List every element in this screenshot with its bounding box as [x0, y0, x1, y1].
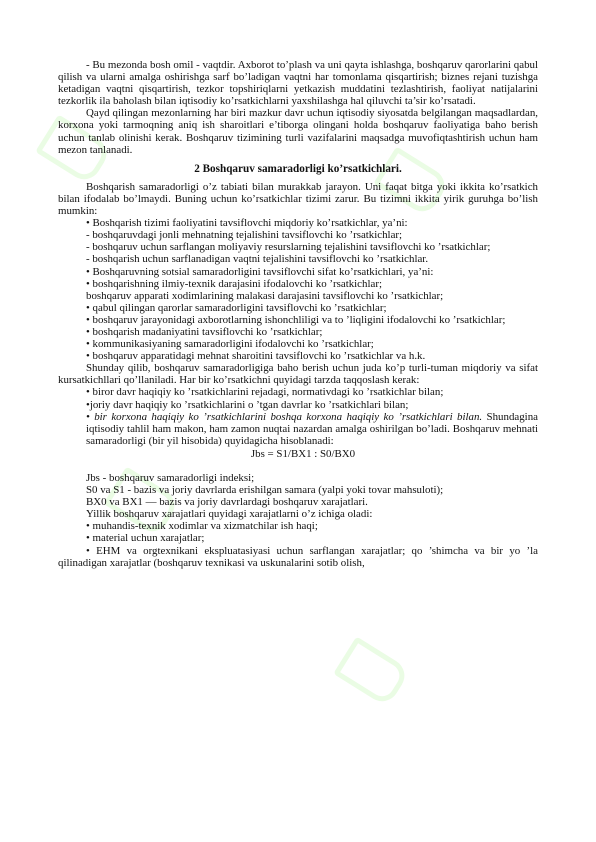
- list-item: • material uchun xarajatlar;: [86, 532, 205, 545]
- list-item: • muhandis-texnik xodimlar va xizmatchilar ish haqi;: [86, 520, 318, 533]
- list-item: • Boshqaruvning sotsial samaradorligini tavsiflovchi sifat ko’rsatkichlari, ya’ni:: [86, 265, 434, 278]
- definition: S0 va S1 - bazis va joriy davrlarda erishilgan samara (yalpi yoki tovar mahsuloti);: [86, 484, 444, 497]
- paragraph: Qayd qilingan mezonlarning har biri mazkur davr uchun iqtisodiy siyosatda belgilangan maqsadlardan, korxona yoki tarmoqning aniq ish sharoitlari e’tiborga olingani holda boshqaruv faoliyatiga baho berish uchun tanlab olinishi kerak. Boshqaruv tizimining turli vazifalarini maqsadga muvofiqtashtirish uchun ham mezon tanlanadi.: [58, 107, 538, 156]
- paragraph: - Bu mezonda bosh omil - vaqtdir. Axborot to’plash va uni qayta ishlashga, boshqaruv qarorlarini qabul qilish va ularni amalga oshirishga sarf bo’ladigan vaqtni har tomonlama qisqartirish; biznes rejani tuzishga ketadigan vaqtni qisqartirish, tezkor topshiriqlarni yetkazish muddatini tezlashtirish, faoliyat natijalarini tezkorlik ila baholash bilan iqtisodiy ko’rsatkichlarni yaxshilashga hal qiluvchi ta’sir ko’rsatadi.: [58, 59, 538, 108]
- list-item: • boshqaruv apparatidagi mehnat sharoitini tavsiflovchi ko ’rsatkichlar va h.k.: [86, 350, 426, 363]
- formula: Jbs = S1/BX1 : S0/BX0: [250, 447, 356, 460]
- document-page: [58, 59, 538, 569]
- list-item: - boshqaruv uchun sarflangan moliyaviy resurslarning tejalishini tavsiflovchi ko ’rsatkichlar;: [86, 241, 491, 254]
- paragraph: Boshqarish samaradorligi o’z tabiati bilan murakkab jarayon. Uni faqat bitga yoki ikkita ko’rsatkich bilan ifodalab bo’lmaydi. Buning uchun ko’rsatkichlar tizimi zarur. Bu tizimni ikkita yirik guruhga bo’lish mumkin:: [58, 180, 538, 218]
- list-item: • biror davr haqiqiy ko ’rsatkichlarini rejadagi, normativdagi ko ’rsatkichlar bilan;: [86, 386, 444, 399]
- list-item: • boshqarishning ilmiy-texnik darajasini ifodalovchi ko ’rsatkichlar;: [86, 277, 382, 290]
- list-item: • kommunikasiyaning samaradorligini ifodalovchi ko ’rsatkichlar;: [86, 338, 374, 351]
- list-item: • boshqaruv jarayonidagi axborotlarning ishonchliligi va to ’liqligini ifodalovchi ko ’rsatkichlar;: [86, 313, 506, 326]
- paragraph: Shunday qilib, boshqaruv samaradorligiga baho berish uchun juda ko’p turli-tuman miqdoriy va sifat kursatkichllari qo’llaniladi. Har bir ko’rsatkichni quyidagi tarzda taqqoslash kerak:: [58, 362, 538, 387]
- list-item-tail: Shundagina iqtisodiy tahlil ham makon, ham zamon nuqtai nazardan amalga oshirilgan bo’ladi. Boshqaruv mehnati samaradorligi (bir yil hisobida) quyidagicha hisoblanadi:: [86, 410, 538, 447]
- watermark-shield-icon: [333, 636, 411, 707]
- definition: Jbs - boshqaruv samaradorligi indeksi;: [86, 472, 255, 484]
- list-item: - boshqarish uchun sarflanadigan vaqtni tejalishini tavsiflovchi ko ’rsatkichlar.: [86, 253, 429, 266]
- list-item: [58, 411, 538, 447]
- definition: Yillik boshqaruv xarajatlari quyidagi xarajatlarni o’z ichiga oladi:: [86, 508, 373, 521]
- list-item: •joriy davr haqiqiy ko ’rsatkichlarini o ’tgan davrlar ko ’rsatkichlari bilan;: [86, 398, 409, 411]
- section-heading: 2 Boshqaruv samaradorligi ko’rsatkichlari.: [194, 162, 402, 175]
- italic-text: • bir korxona haqiqiy ko ’rsatkichlarini boshqa korxona haqiqiy ko ’rsatkichlari bilan.: [86, 410, 483, 423]
- list-item: • Boshqarish tizimi faoliyatini tavsiflovchi miqdoriy ko’rsatkichlar, ya’ni:: [86, 217, 408, 230]
- list-item: • EHM va orgtexnikani ekspluatasiyasi uchun sarflangan xarajatlar; qo ’shimcha va bir yo ’la qilinadigan xarajatlar (boshqaruv texnikasi va uskunalarini sotib olish,: [58, 544, 538, 569]
- list-item: • qabul qilingan qarorlar samaradorligini tavsiflovchi ko ’rsatkichlar;: [86, 301, 387, 314]
- list-item: • boshqarish madaniyatini tavsiflovchi ko ’rsatkichlar;: [86, 325, 323, 338]
- list-item: boshqaruv apparati xodimlarining malakasi darajasini tavsiflovchi ko ’rsatkichlar;: [86, 289, 444, 302]
- list-item: - boshqaruvdagi jonli mehnatning tejalishini tavsiflovchi ko ’rsatkichlar;: [86, 229, 403, 242]
- definition: BX0 va BX1 — bazis va joriy davrlardagi boshqaruv xarajatlari.: [86, 496, 368, 509]
